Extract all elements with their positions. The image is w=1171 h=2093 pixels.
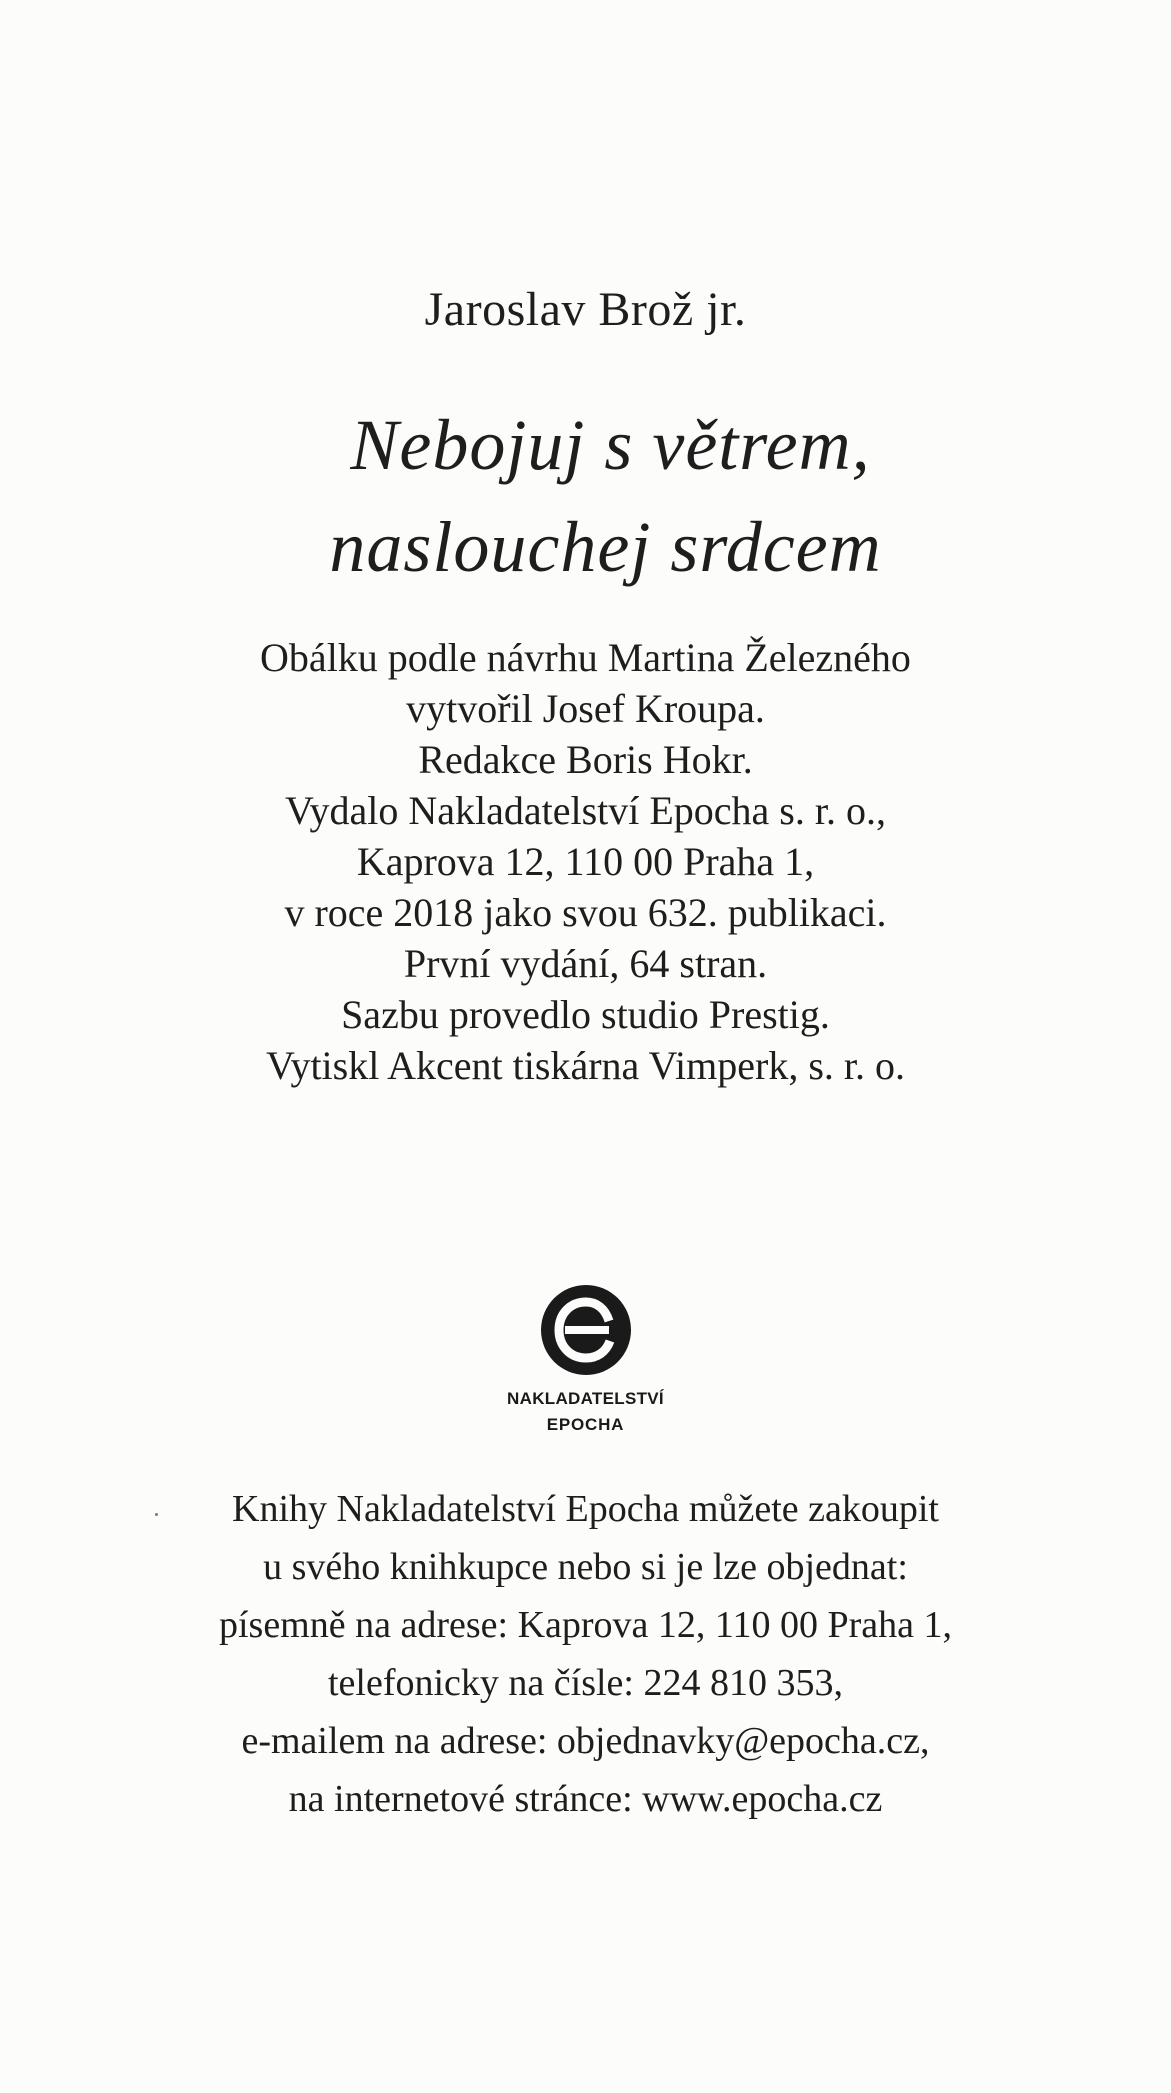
publisher-logo-line-1: NAKLADATELSTVÍ [507,1389,664,1408]
ordering-info-block [0,1480,1171,1828]
ordering-line: telefonicky na čísle: 224 810 353, [328,1662,843,1704]
imprint-line: v roce 2018 jako svou 632. publikaci. [284,890,887,935]
ordering-line: písemně na adrese: Kaprova 12, 110 00 Praha 1, [218,1604,953,1646]
imprint-line: Vytiskl Akcent tiskárna Vimperk, s. r. o. [265,1043,906,1088]
imprint-line: Sazbu provedlo studio Prestig. [341,992,830,1037]
book-title-line-1: Nebojuj s větrem, [350,405,871,485]
ordering-line: u svého knihkupce nebo si je lze objednat: [263,1546,908,1588]
imprint-line: vytvořil Josef Kroupa. [406,686,765,731]
publisher-logo [0,1283,1171,1435]
imprint-line: První vydání, 64 stran. [403,941,768,986]
book-title-line-2: naslouchej srdcem [329,507,882,587]
author-name: Jaroslav Brož jr. [424,283,747,336]
book-title [0,394,1171,598]
publisher-logo-line-2: EPOCHA [546,1415,625,1434]
imprint-line: Vydalo Nakladatelství Epocha s. r. o., [285,788,886,833]
imprint-line: Redakce Boris Hokr. [418,737,753,782]
ordering-line: na internetové stránce: www.epocha.cz [288,1778,883,1820]
imprint-line: Kaprova 12, 110 00 Praha 1, [356,839,815,884]
epocha-logo-icon [539,1283,633,1377]
ordering-line: e-mailem na adrese: objednavky@epocha.cz, [241,1720,930,1762]
imprint-block [0,632,1171,1091]
imprint-line: Obálku podle návrhu Martina Železného [260,635,911,680]
ordering-line: Knihy Nakladatelství Epocha můžete zakoupit [232,1488,939,1530]
